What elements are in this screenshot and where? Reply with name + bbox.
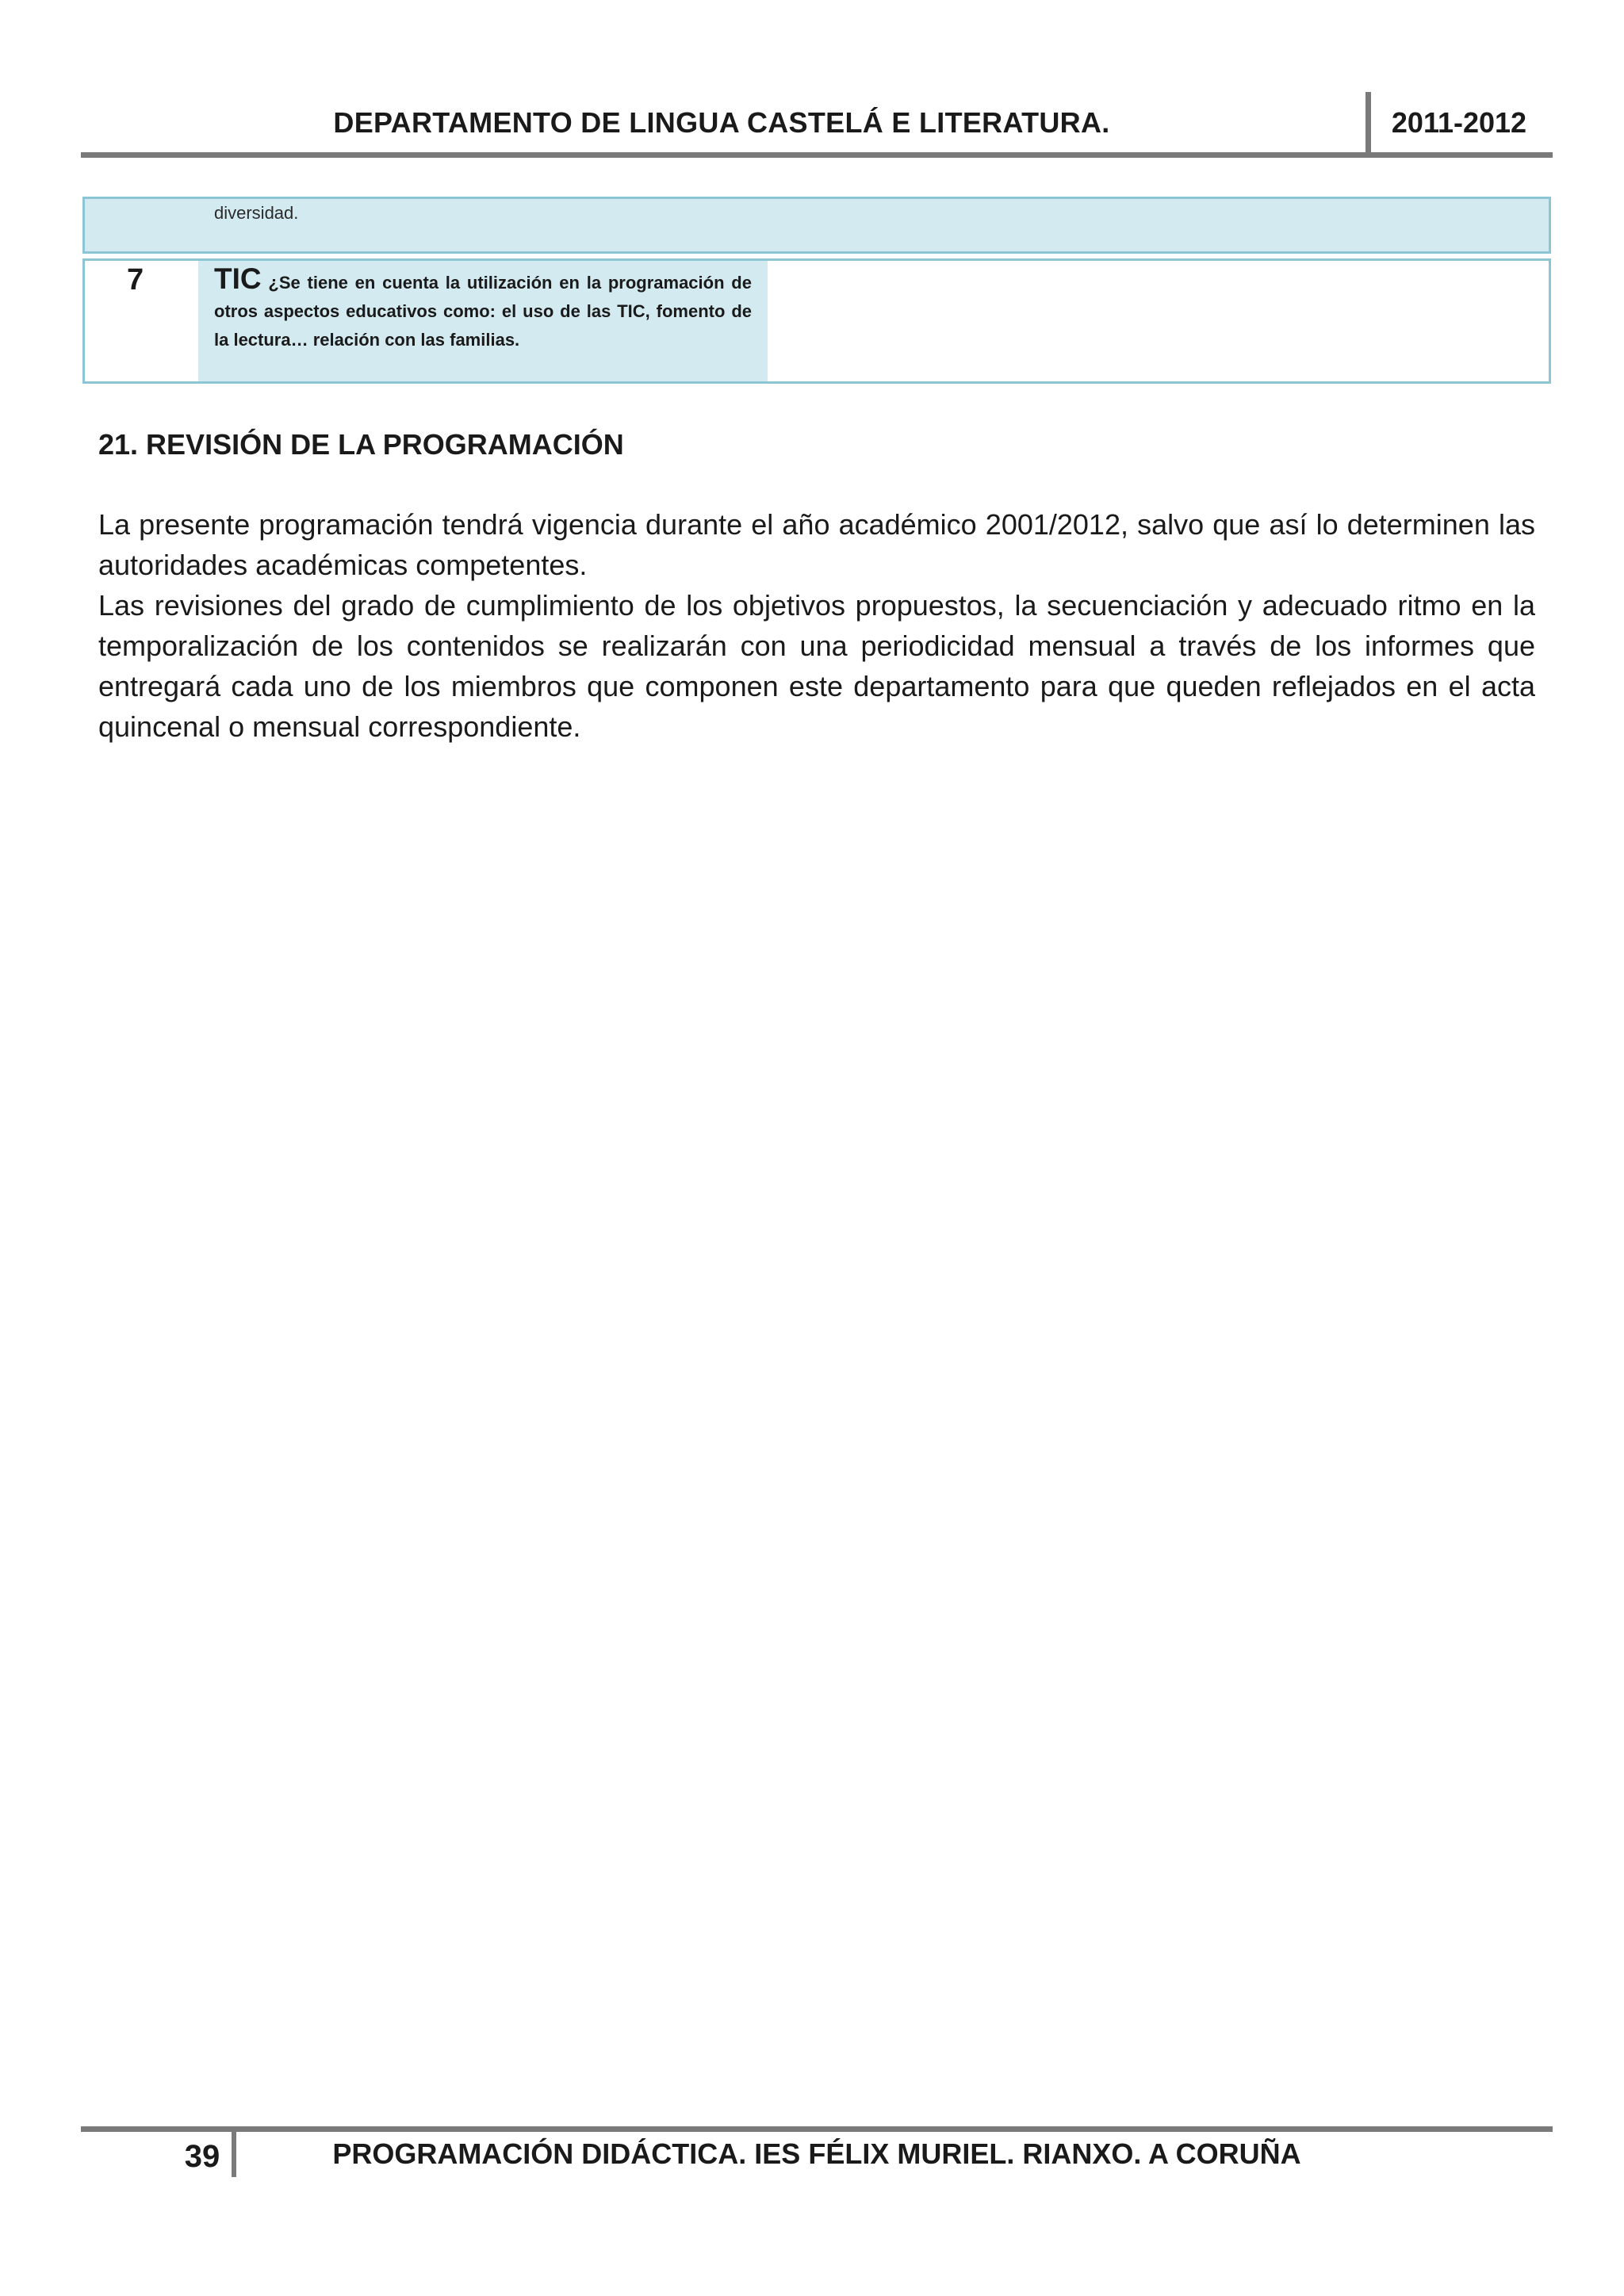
paragraph-vigencia: La presente programación tendrá vigencia durante el año académico 2001/2012, salvo que así lo determinen las autoridades académicas competentes. xyxy=(98,508,1535,581)
table-row-7-description xyxy=(214,262,752,354)
header-rule xyxy=(81,152,1553,158)
table-row-previous-text: diversidad. xyxy=(214,203,299,223)
header-title: DEPARTAMENTO DE LINGUA CASTELÁ E LITERATURA. xyxy=(333,106,1110,139)
header-year: 2011-2012 xyxy=(1391,106,1527,139)
table-row-previous xyxy=(82,197,1551,254)
section-title: 21. REVISIÓN DE LA PROGRAMACIÓN xyxy=(98,428,624,461)
section-body xyxy=(98,504,1535,747)
footer-title: PROGRAMACIÓN DIDÁCTICA. IES FÉLIX MURIEL. RIANXO. A CORUÑA xyxy=(332,2137,1301,2170)
footer-rule xyxy=(81,2126,1553,2132)
paragraph-revisiones: Las revisiones del grado de cumplimiento de los objetivos propuestos, la secuenciación y adecuado ritmo en la temporalización de los contenidos se realizarán con una periodicidad mensual a través de los informes que entregará cada uno de los miembros que componen este departamento para que queden reflejados en el acta quincenal o mensual correspondiente. xyxy=(98,589,1535,743)
footer-divider xyxy=(232,2131,236,2177)
table-row-7-number: 7 xyxy=(127,263,144,297)
table-row-7-text: ¿Se tiene en cuenta la utilización en la programación de otros aspectos educativos como: el uso de las TIC, fomento de la lectura… relación con las familias. xyxy=(214,273,752,350)
page-number: 39 xyxy=(184,2139,220,2174)
header-divider xyxy=(1365,92,1371,152)
table-row-7-label: TIC xyxy=(214,262,262,295)
